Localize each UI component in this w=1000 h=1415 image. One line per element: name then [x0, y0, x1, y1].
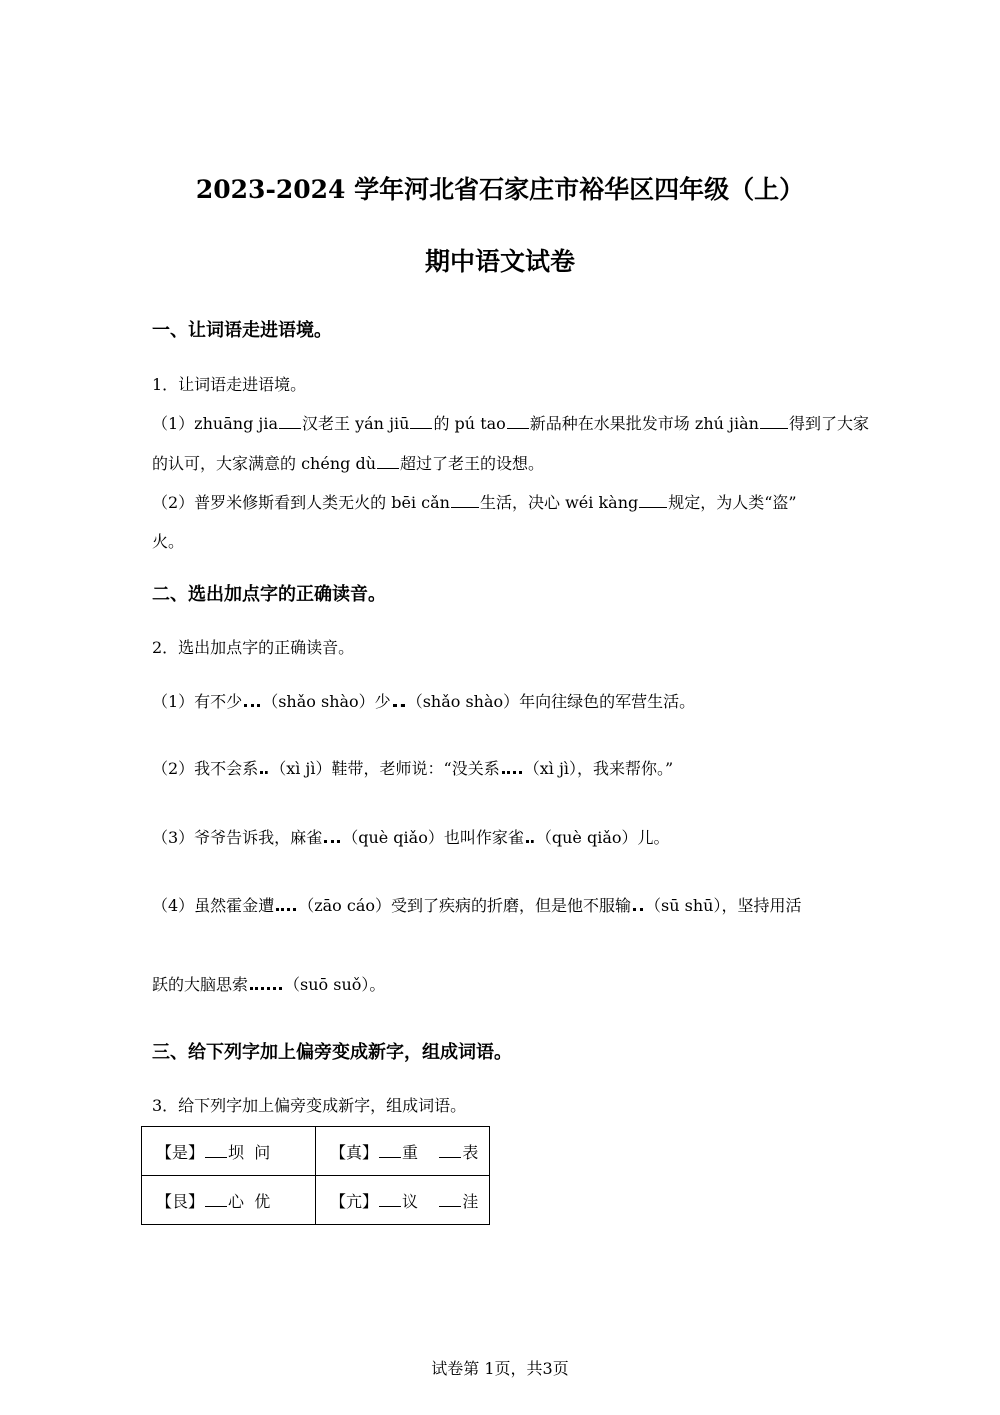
text: （2）普罗米修斯看到人类无火的 bēi cǎn [152, 493, 450, 512]
dot-marker [526, 822, 534, 843]
dot-marker [393, 686, 405, 707]
answer-blank[interactable] [760, 414, 788, 429]
dot-marker [324, 822, 340, 843]
table-row [142, 1176, 490, 1225]
dotted-char: 少 [226, 692, 243, 711]
text: （xì jì）鞋带，老师说：“没关 [270, 759, 484, 778]
text: （què qiǎo）也叫作家 [342, 828, 508, 847]
answer-blank[interactable] [379, 1192, 401, 1207]
question-2-item-3 [152, 822, 670, 848]
question-1-part-2 [152, 490, 797, 513]
text: （shǎo shào）年向往绿色的军营生活。 [406, 692, 696, 711]
text: 跃的大脑思 [152, 975, 233, 994]
page-subtitle: 期中语文试卷 [424, 247, 575, 276]
question-2-item-4-cont [152, 969, 385, 995]
dotted-char: 少 [374, 692, 391, 711]
answer-blank[interactable] [377, 454, 399, 469]
dotted-char: 雀 [507, 828, 524, 847]
radical-table [141, 1126, 490, 1225]
text: （shǎo shào） [262, 692, 375, 711]
dotted-char: 系 [483, 759, 500, 778]
text: 规定，为人类“盗” [668, 493, 797, 512]
question-2-item-1 [152, 686, 695, 712]
text: （3）爷爷告诉我，麻 [152, 828, 307, 847]
text: 超过了老王的设想。 [400, 454, 545, 473]
dot-marker [250, 969, 282, 990]
question-1-part-1-cont [152, 451, 544, 474]
text: 汉老王 yán jiū [302, 414, 410, 433]
dotted-char: 系 [242, 759, 259, 778]
cell-word: 洼 [462, 1191, 479, 1211]
answer-blank[interactable] [507, 414, 529, 429]
dot-marker [244, 686, 260, 707]
cell-word: 表 [462, 1142, 479, 1162]
cell-key: 【真】 [330, 1142, 379, 1162]
question-1-part-2-cont: 火。 [152, 532, 185, 551]
text: （2）我不会 [152, 759, 243, 778]
text: 生活，决心 wéi kàng [480, 493, 639, 512]
dot-marker [260, 753, 268, 774]
text: （4）虽然霍金 [152, 896, 259, 915]
cell-word: 优 [254, 1191, 271, 1211]
cell-word: 心 [228, 1191, 245, 1211]
table-cell [142, 1127, 316, 1176]
section-3-heading: 三、给下列字加上偏旁变成新字，组成词语。 [152, 1042, 512, 1063]
text: （sū shū），坚持用活 [645, 896, 802, 915]
text: 的 pú tao [433, 414, 506, 433]
page-title: 2023-2024 学年河北省石家庄市裕华区四年级（上） [195, 175, 805, 204]
text: 得到了大家 [788, 414, 869, 433]
question-1-intro: 1．让词语走进语境。 [152, 375, 307, 394]
dot-marker [633, 890, 643, 911]
question-3-intro: 3．给下列字加上偏旁变成新字，组成词语。 [152, 1096, 467, 1115]
cell-word: 问 [254, 1142, 271, 1162]
text: （suō suǒ）。 [284, 975, 386, 994]
page-footer: 试卷第 1页，共3页 [431, 1359, 569, 1378]
answer-blank[interactable] [410, 414, 432, 429]
text: （1）zhuāng jia [152, 414, 279, 433]
table-cell [142, 1176, 316, 1225]
answer-blank[interactable] [639, 493, 667, 508]
cell-key: 【艮】 [156, 1191, 205, 1211]
cell-word: 议 [402, 1191, 419, 1211]
cell-key: 【亢】 [330, 1191, 379, 1211]
cell-key: 【是】 [156, 1142, 205, 1162]
text: （què qiǎo）儿。 [535, 828, 670, 847]
answer-blank[interactable] [279, 414, 301, 429]
dot-marker [502, 753, 522, 774]
question-2-item-2 [152, 753, 673, 779]
section-1-heading: 一、让词语走进语境。 [152, 320, 332, 341]
section-2-heading: 二、选出加点字的正确读音。 [152, 584, 386, 605]
question-1-part-1 [152, 411, 869, 434]
dot-marker [276, 890, 296, 911]
question-2-item-4 [152, 890, 801, 916]
cell-word: 重 [402, 1142, 419, 1162]
text: （1）有不 [152, 692, 227, 711]
dotted-char: 雀 [306, 828, 323, 847]
cell-word: 坝 [228, 1142, 245, 1162]
answer-blank[interactable] [205, 1192, 227, 1207]
answer-blank[interactable] [439, 1143, 461, 1158]
dotted-char: 遭 [258, 896, 275, 915]
table-cell [316, 1176, 490, 1225]
answer-blank[interactable] [379, 1143, 401, 1158]
text: 的认可，大家满意的 chéng dù [152, 454, 377, 473]
table-cell [316, 1127, 490, 1176]
text: （xì jì），我来帮你。” [523, 759, 674, 778]
dotted-char: 输 [615, 896, 632, 915]
dotted-char: 索 [232, 975, 249, 994]
table-row [142, 1127, 490, 1176]
text: 新品种在水果批发市场 zhú jiàn [529, 414, 759, 433]
answer-blank[interactable] [439, 1192, 461, 1207]
text: （zāo cáo）受到了疾病的折磨，但是他不服 [298, 896, 616, 915]
answer-blank[interactable] [451, 493, 479, 508]
answer-blank[interactable] [205, 1143, 227, 1158]
question-2-intro: 2．选出加点字的正确读音。 [152, 638, 355, 657]
